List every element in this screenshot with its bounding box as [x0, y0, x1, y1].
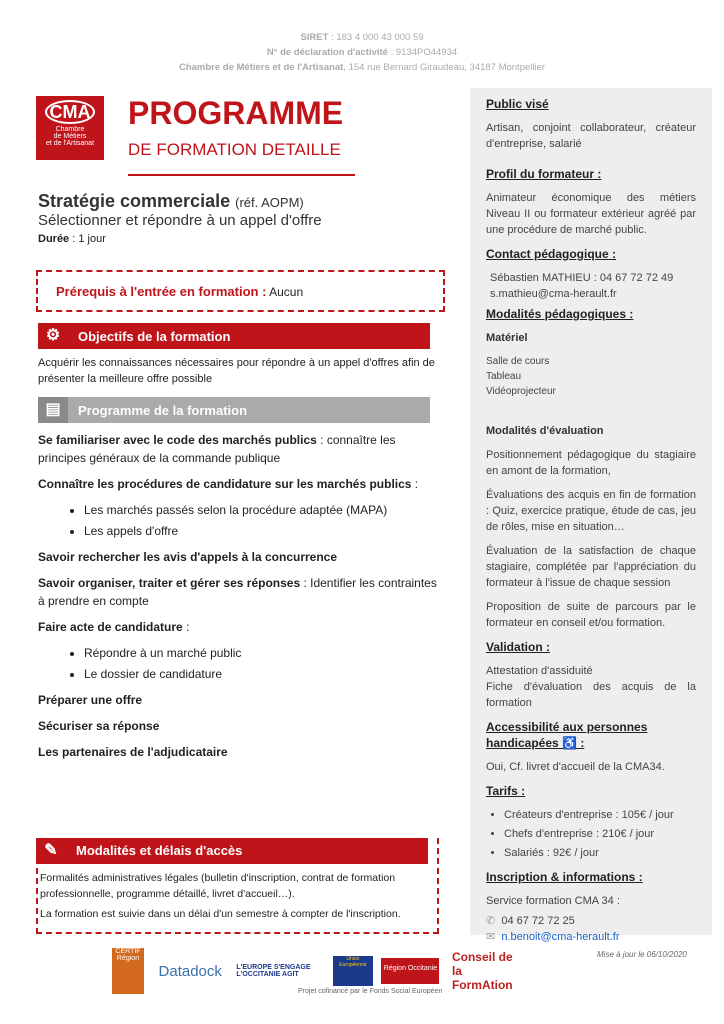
- title-divider: [128, 174, 355, 176]
- org-header: SIRET : 183 4 000 43 000 59 N° de déclaration d'activité : 9134PO44934 Chambre de Métiers et de l'Artisanat, 154 rue Bernard Giraudeau, 34187 Montpellier: [178, 32, 546, 73]
- datadock-logo: Datadock: [158, 962, 222, 980]
- program-bullet: • Le dossier de candidature: [84, 665, 438, 683]
- program-bullet: • Répondre à un marché public: [84, 644, 438, 662]
- certif-logo: CERTIF Région: [112, 948, 144, 994]
- gears-icon: ⚙: [38, 323, 68, 349]
- cma-logo: CMA Chambre de Métiers et de l'Artisanat: [36, 96, 104, 160]
- email-link[interactable]: n.benoit@cma-herault.fr: [501, 931, 620, 943]
- program-header: ▤ Programme de la formation: [38, 397, 430, 423]
- occitanie-logo: Région Occitanie: [381, 958, 439, 984]
- phone-icon: ✆: [486, 915, 496, 927]
- program-bullet: • Les marchés passés selon la procédure adaptée (MAPA): [84, 501, 438, 519]
- course-subtitle: Sélectionner et répondre à un appel d'offre: [38, 212, 322, 229]
- program-item: Savoir organiser, traiter et gérer ses réponses : Identifier les contraintes à prendre en compte: [38, 576, 437, 608]
- program-item: Sécuriser sa réponse: [38, 719, 160, 733]
- course-name: Stratégie commerciale: [38, 191, 231, 211]
- program-bullet: • Les appels d'offre: [84, 522, 438, 540]
- access-header: ✎ Modalités et délais d'accès: [36, 838, 428, 864]
- program-item: Connaître les procédures de candidature sur les marchés publics :: [38, 477, 419, 491]
- objectives-section: ⚙ Objectifs de la formation Acquérir les connaissances nécessaires pour répondre à un appel d'offres afin de présenter la meilleure offre possible: [38, 323, 430, 387]
- program-bullets: [84, 501, 438, 540]
- program-item: Faire acte de candidature :: [38, 620, 190, 634]
- program-item: Se familiariser avec le code des marchés publics : connaître les principes généraux de la commande publique: [38, 433, 396, 465]
- europe-occitanie-logo: L'EUROPE S'ENGAGE L'OCCITANIE AGIT: [236, 964, 311, 978]
- program-item: Préparer une offre: [38, 693, 143, 707]
- document-icon: ▤: [38, 397, 68, 423]
- checklist-icon: ✎: [36, 838, 66, 864]
- prerequisites-box: Prérequis à l'entrée en formation : Aucun: [36, 270, 445, 312]
- mail-icon: ✉: [486, 931, 496, 943]
- program-item: Savoir rechercher les avis d'appels à la concurrence: [38, 550, 338, 564]
- wheelchair-icon: ♿: [562, 736, 577, 750]
- page-title: PROGRAMME: [128, 95, 344, 131]
- formation-logo: Conseil de la FormAtion: [451, 950, 513, 992]
- program-section: [38, 397, 438, 769]
- objectives-header: ⚙ Objectifs de la formation: [38, 323, 430, 349]
- sidebar: Public visé Artisan, conjoint collaborateur, créateur d'entreprise, salarié Profil du formateur : Animateur économique des métiers Niveau II ou formateur extérieur agréé par une procédure de marché public. Contact pédagogique : Sébastien MATHIEU : 04 67 72 72 49 s.mathieu@cma-herault.fr Modalités pédagogiques : Matériel Salle de cours Tableau Vidéoprojecteur Modalités d'évaluation Positionnement pédagogique du stagiaire en amont de la formation, Évaluations des acquis en fin de formation : Quiz, exercice pratique, étude de cas, jeu de rôles, mise en situation… Évaluation de la satisfaction de chaque stagiaire, complétée par l'appréciation du formateur à l'issue de chaque session Proposition de suite de parcours par le formateur en conseil et/ou formation. Validation : Attestation d'assiduité Fiche d'évaluation des acquis de la formation Accessibilité aux personnes handicapées ♿ : Oui, Cf. livret d'accueil de la CMA34. Tarifs : • Créateurs d'entreprise : 105€ / jour • Chefs d'entreprise : 210€ / jour • Salariés : 92€ / jour Inscription & informations : Service formation CMA 34 : ✆ 04 67 72 72 25 ✉ n.benoit@cma-herault.fr: [470, 88, 712, 935]
- page-subtitle: DE FORMATION DETAILLE: [128, 140, 341, 159]
- course-info: Stratégie commerciale (réf. AOPM) Sélectionner et répondre à un appel d'offre Durée : 1 jour: [38, 192, 438, 248]
- access-box: ✎ Modalités et délais d'accès Formalités administratives légales (bulletin d'inscription, contrat de formation professionnelle, programme détaillé, livret d'accueil…). La formation est suivie dans un délai d'un semestre à compter de l'inscription.: [36, 838, 439, 934]
- eu-flag-logo: Union Européenne: [333, 956, 373, 986]
- update-date: Mise à jour le 06/10/2020: [597, 950, 687, 959]
- footer-logos: CERTIF Région Datadock L'EUROPE S'ENGAGE L'OCCITANIE AGIT Union Européenne Région Occitanie Conseil de la FormAtion Projet cofinancé par le Fonds Social Européen: [112, 948, 712, 998]
- program-bullets: [84, 644, 438, 683]
- program-item: Les partenaires de l'adjudicataire: [38, 745, 228, 759]
